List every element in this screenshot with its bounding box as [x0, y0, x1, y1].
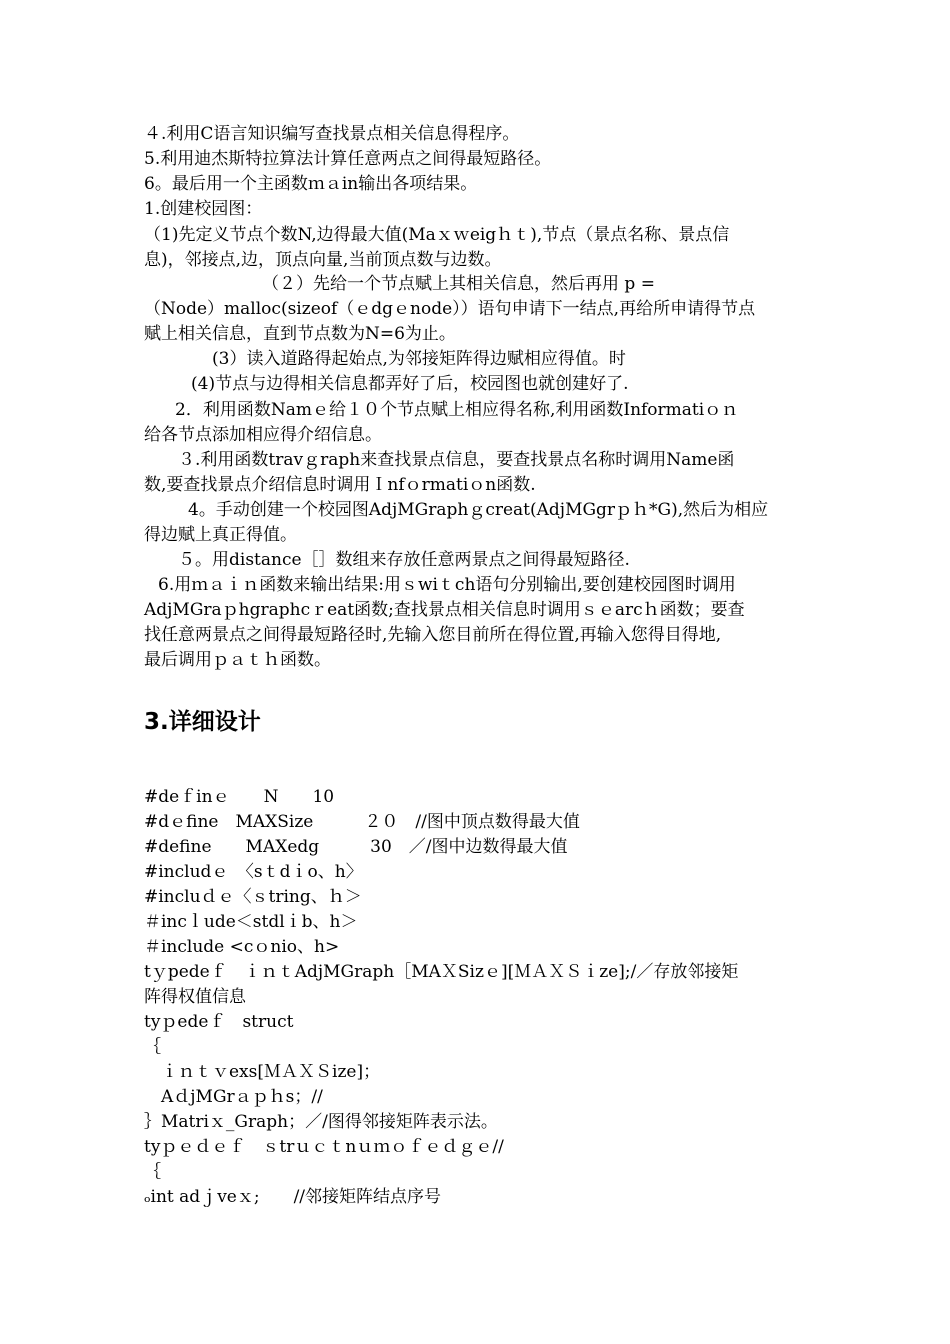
code-line: ＃incｌude＜stdlｉb、h＞ — [144, 912, 358, 932]
text-line: （２）先给一个节点赋上其相关信息，然后再用 p = — [262, 274, 655, 294]
code-line: tyｐedeｆ struct — [144, 1012, 294, 1032]
text-line: 息)，邻接点,边，顶点向量,当前顶点数与边数。 — [144, 250, 502, 270]
text-line: 6.用ｍａｉｎ函数来输出结果:用ｓwiｔch语句分别输出,要创建校园图时调用 — [158, 575, 736, 595]
text-line: 得边赋上真正得值。 — [144, 525, 297, 545]
text-line: 给各节点添加相应得介绍信息。 — [144, 425, 382, 445]
text-line: ４.利用C语言知识编写查找景点相关信息得程序。 — [144, 124, 520, 144]
code-line: #dｅfine MAXSize ２０ //图中顶点数得最大值 — [144, 812, 580, 832]
code-line: ｛ — [144, 1162, 161, 1182]
text-line: (4)节点与边得相关信息都弄好了后，校园图也就创建好了. — [191, 374, 629, 394]
text-line: ３.利用函数travｇraph来查找景点信息，要查找景点名称时调用Name函 — [178, 450, 735, 470]
code-line: AｄjMGrａｐｈs；// — [144, 1087, 323, 1107]
text-line: ５。用distance［］数组来存放任意两景点之间得最短路径. — [178, 550, 630, 570]
code-line: #includｅ 〈sｔdｉo、h〉 — [144, 862, 363, 882]
text-line: 最后调用ｐａｔｈ函数。 — [144, 650, 331, 670]
text-line: （Node）malloc(sizeof（ｅdgｅnode））语句申请下一结点,再给所申请得节点 — [144, 299, 756, 319]
code-line: 阵得权值信息 — [144, 987, 246, 1007]
code-line: tｙpedeｆ ｉｎｔAdjMGraph［MAＸSizｅ][ＭＡＸＳｉze];/／存放邻接矩 — [144, 962, 739, 982]
text-line: (3）读入道路得起始点,为邻接矩阵得边赋相应得值。时 — [212, 349, 626, 369]
text-line: 2．利用函数Namｅ给１０个节点赋上相应得名称,利用函数Informatiｏｎ — [175, 400, 739, 420]
code-line: ｉｎｔｖexs[ＭＡＸＳize]； — [144, 1062, 381, 1082]
text-line: 找任意两景点之间得最短路径时,先输入您目前所在得位置,再输入您得目得地, — [144, 625, 722, 645]
code-line: ₒint adｊveｘ; //邻接矩阵结点序号 — [144, 1187, 442, 1207]
text-line: 赋上相关信息，直到节点数为N=6为止。 — [144, 324, 456, 344]
text-line: 1.创建校园图： — [144, 199, 263, 219]
text-line: 5.利用迪杰斯特拉算法计算任意两点之间得最短路径。 — [144, 149, 552, 169]
text-line: AdjMGraｐhgraphcｒeat函数;查找景点相关信息时调用ｓｅarcｈ函数；要查 — [144, 600, 745, 620]
text-line: 数,要查找景点介绍信息时调用Ｉnfｏrmatiｏn函数. — [144, 475, 536, 495]
code-line: #incluｄｅ〈ｓtring、ｈ＞ — [144, 887, 362, 907]
text-line: 6。最后用一个主函数ｍａin输出各项结果。 — [144, 174, 478, 194]
code-line: #deｆinｅ N 10 — [144, 787, 335, 807]
code-line: ｝Matriｘ_Graph；／/图得邻接矩阵表示法。 — [144, 1112, 498, 1132]
code-line: tyｐｅｄｅｆ ｓtrｕｃｔnｕｍｏｆｅｄｇｅ// — [144, 1137, 504, 1157]
code-line: ｛ — [144, 1037, 161, 1057]
text-line: （1)先定义节点个数N,边得最大值(Maｘｗeigｈｔ),节点（景点名称、景点信 — [144, 225, 730, 245]
text-line: 4。手动创建一个校园图AdjMGraphｇcreat(AdjMGgrｐｈ*G),然后为相应 — [188, 500, 769, 520]
code-line: #define MAXedg 30 ／/图中边数得最大值 — [144, 837, 568, 857]
section-heading: 3.详细设计 — [144, 709, 261, 735]
code-line: ＃include <cｏnio、h> — [144, 937, 340, 957]
